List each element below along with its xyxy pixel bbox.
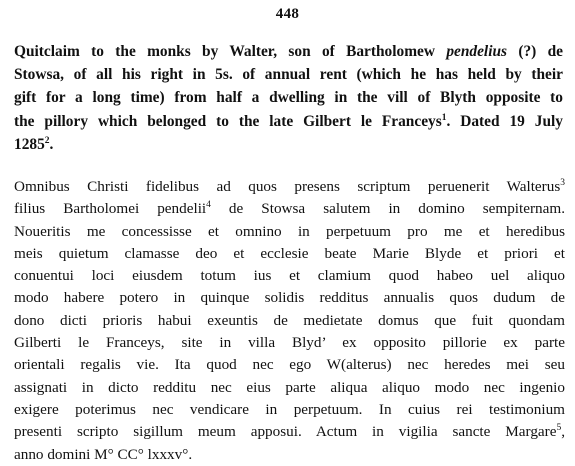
body-line [14,176,565,198]
summary-italic-text: pendelius [446,43,508,60]
body-line [14,198,565,220]
body-line [14,421,565,443]
body-text: orientali regalis vie. Ita quod nec ego W(alterus) nec heredes mei seu [14,356,565,374]
body-text: assignati in dicto redditu nec eius parte aliqua aliquo modo nec ingenio [14,378,565,396]
charter-summary [14,40,563,156]
body-line [14,354,565,376]
body-text: de Stowsa salutem in domino sempiternam. [210,200,565,218]
summary-line [14,63,563,86]
footnote-marker: 2 [44,135,50,146]
body-line [14,221,565,243]
body-text: modo habere potero in quinque solidis redditus annualis quos dudum de [14,289,565,307]
footnote-marker: 3 [560,177,565,188]
summary-line [14,40,563,63]
body-line [14,377,565,399]
summary-text: . Dated 19 July [446,112,563,130]
footnote-marker: 4 [206,200,211,211]
body-text: conuentui loci eiusdem totum ius et clamium quod habeo uel aliquo [14,267,565,285]
summary-text: (?) de [507,43,563,60]
page-number: 448 [275,6,300,22]
body-line [14,287,565,309]
summary-text: the pillory which belonged to the late Gilbert le Franceys [14,112,442,130]
body-line [14,310,565,332]
body-line [14,399,565,421]
body-text: Omnibus Christi fidelibus ad quos presens scriptum peruenerit Walterus [14,178,561,195]
body-text: , [561,423,565,441]
summary-text: Stowsa, of all his right in 5s. of annual rent (which he has held by their [14,66,563,84]
body-text: filius Bartholomei pendelii [14,200,207,218]
summary-text: . [49,135,54,153]
body-line [14,332,565,354]
footnote-marker: 1 [441,112,447,123]
body-text: anno domini M° CC° lxxxv°. [14,445,193,463]
body-text: Noueritis me concessisse et omnino in perpetuum pro me et heredibus [14,222,565,240]
summary-text: gift for a long time) from half a dwelling in the vill of Blyth opposite to [14,89,563,107]
summary-text: Quitclaim to the monks by Walter, son of Bartholomew [14,43,447,60]
summary-text: 1285 [14,135,45,153]
charter-latin-text [14,176,565,466]
body-line [14,444,565,466]
body-text: meis quietum clamasse deo et ecclesie beate Marie Blyde et priori et [14,244,565,262]
body-line [14,265,565,287]
body-text: presenti scripto sigillum meum apposui. Actum in vigilia sancte Margare [14,423,557,441]
body-text: dono dicti prioris habui exeuntis de medietate domus que fuit quondam [14,311,565,329]
body-line [14,243,565,265]
summary-line [14,86,563,109]
body-text: Gilberti le Franceys, site in villa Blyd’ ex opposito pillorie ex parte [14,334,565,352]
body-text: exigere poterimus nec vendicare in perpetuum. In cuius rei testimonium [14,400,565,418]
summary-line [14,133,563,156]
summary-line [14,110,563,133]
footnote-marker: 5 [556,423,562,434]
